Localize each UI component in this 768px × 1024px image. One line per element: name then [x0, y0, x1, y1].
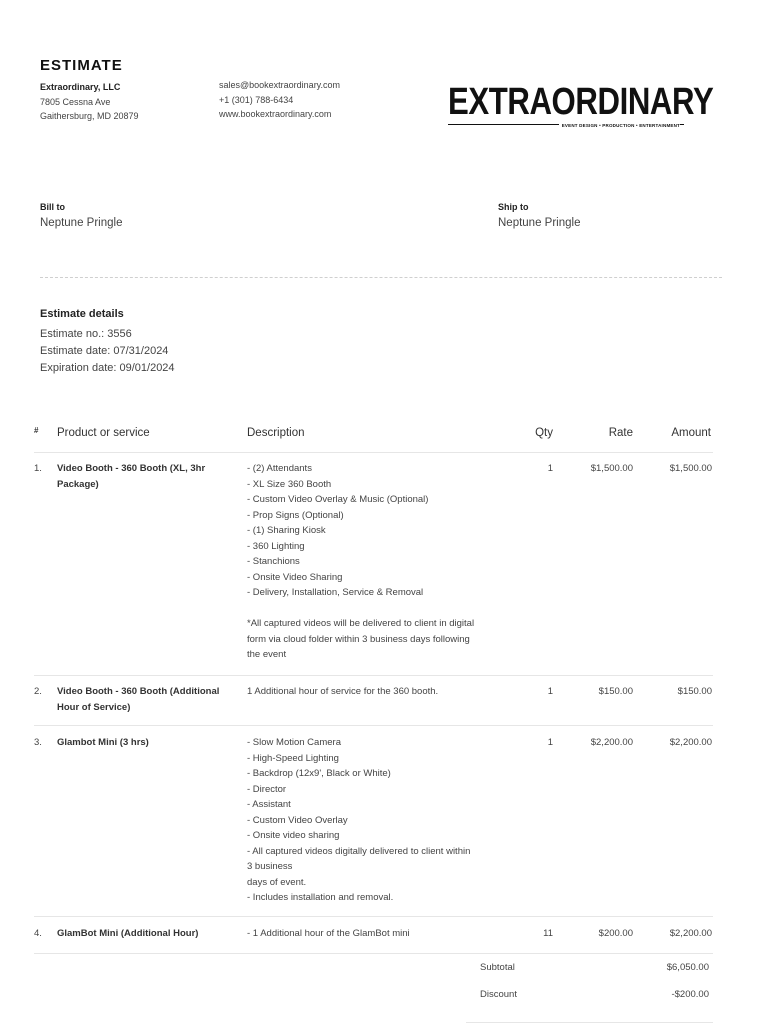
header-row-divider: [34, 452, 713, 453]
row-4-divider: [34, 953, 713, 954]
row-1-number: 1.: [34, 463, 42, 474]
row-3-product: Glambot Mini (3 hrs): [57, 737, 149, 748]
column-header-product: Product or service: [57, 427, 150, 439]
column-header-number: #: [34, 426, 39, 435]
row-3-description: - Slow Motion Camera - High-Speed Lighting - Backdrop (12x9', Black or White) - Director - Assistant - Custom Video Overlay - Onsite video sharing - All captured videos digitally delivered to client within 3 business days of event. - Includes installation and removal.: [247, 737, 471, 903]
row-4-rate: $200.00: [598, 928, 633, 939]
company-info: [40, 80, 139, 124]
ship-to-name: Neptune Pringle: [498, 217, 581, 229]
row-1-qty: 1: [547, 463, 553, 474]
row-2-number: 2.: [34, 686, 42, 697]
address-line-1: 7805 Cessna Ave: [40, 96, 111, 107]
estimate-details: [40, 326, 175, 377]
bill-to-name: Neptune Pringle: [40, 217, 123, 229]
subtotal-label: Subtotal: [480, 962, 515, 973]
document-title: ESTIMATE: [40, 57, 123, 74]
logo-wordmark: EXTRAORDINARY: [448, 81, 714, 123]
row-1-amount: $1,500.00: [669, 463, 712, 474]
address-line-2: Gaithersburg, MD 20879: [40, 111, 139, 121]
estimate-number: Estimate no.: 3556: [40, 328, 132, 340]
column-header-amount: Amount: [671, 427, 711, 439]
row-4-product: GlamBot Mini (Additional Hour): [57, 928, 199, 939]
row-4-amount: $2,200.00: [669, 928, 712, 939]
contact-info: [219, 78, 340, 122]
row-4-number: 4.: [34, 928, 42, 939]
company-name: Extraordinary, LLC: [40, 82, 121, 92]
company-logo: [448, 81, 714, 132]
row-3-amount: $2,200.00: [669, 737, 712, 748]
row-2-divider: [34, 725, 713, 726]
row-1-product: Video Booth - 360 Booth (XL, 3hr Package): [57, 463, 206, 490]
section-divider: [40, 277, 722, 278]
row-2-qty: 1: [547, 686, 553, 697]
expiration-date: Expiration date: 09/01/2024: [40, 362, 175, 374]
logo-tagline: EVENT DESIGN • PRODUCTION • ENTERTAINMENT: [559, 123, 680, 128]
column-header-description: Description: [247, 427, 305, 439]
row-3-number: 3.: [34, 737, 42, 748]
column-header-qty: Qty: [535, 427, 553, 439]
row-4-qty: 11: [543, 928, 553, 939]
row-2-description: 1 Additional hour of service for the 360 booth.: [247, 686, 439, 697]
row-3-qty: 1: [547, 737, 553, 748]
discount-label: Discount: [480, 989, 517, 1000]
contact-email[interactable]: sales@bookextraordinary.com: [219, 80, 341, 90]
estimate-date: Estimate date: 07/31/2024: [40, 345, 169, 357]
estimate-details-title: Estimate details: [40, 308, 124, 320]
row-3-rate: $2,200.00: [590, 737, 633, 748]
contact-website[interactable]: www.bookextraordinary.com: [219, 109, 332, 119]
bill-to-label: Bill to: [40, 202, 65, 212]
column-header-rate: Rate: [608, 427, 633, 439]
row-4-description: - 1 Additional hour of the GlamBot mini: [247, 928, 410, 939]
row-2-product: Video Booth - 360 Booth (Additional Hour of Service): [57, 686, 220, 713]
discount-value: -$200.00: [671, 989, 709, 1000]
contact-phone[interactable]: +1 (301) 788-6434: [219, 94, 294, 105]
row-1-description: - (2) Attendants - XL Size 360 Booth - Custom Video Overlay & Music (Optional) - Prop Signs (Optional) - (1) Sharing Kiosk - 360 Lighting - Stanchions - Onsite Video Sharing - Delivery, Installation, Service & Removal *All captured videos will be delivered to client in digital form via cloud folder within 3 business days following the event: [247, 463, 475, 660]
row-1-divider: [34, 675, 713, 676]
row-2-rate: $150.00: [598, 686, 633, 697]
totals-divider: [466, 1022, 713, 1023]
row-1-rate: $1,500.00: [590, 463, 633, 474]
row-2-amount: $150.00: [677, 686, 712, 697]
ship-to-label: Ship to: [498, 202, 529, 212]
row-3-divider: [34, 916, 713, 917]
subtotal-value: $6,050.00: [666, 962, 709, 973]
